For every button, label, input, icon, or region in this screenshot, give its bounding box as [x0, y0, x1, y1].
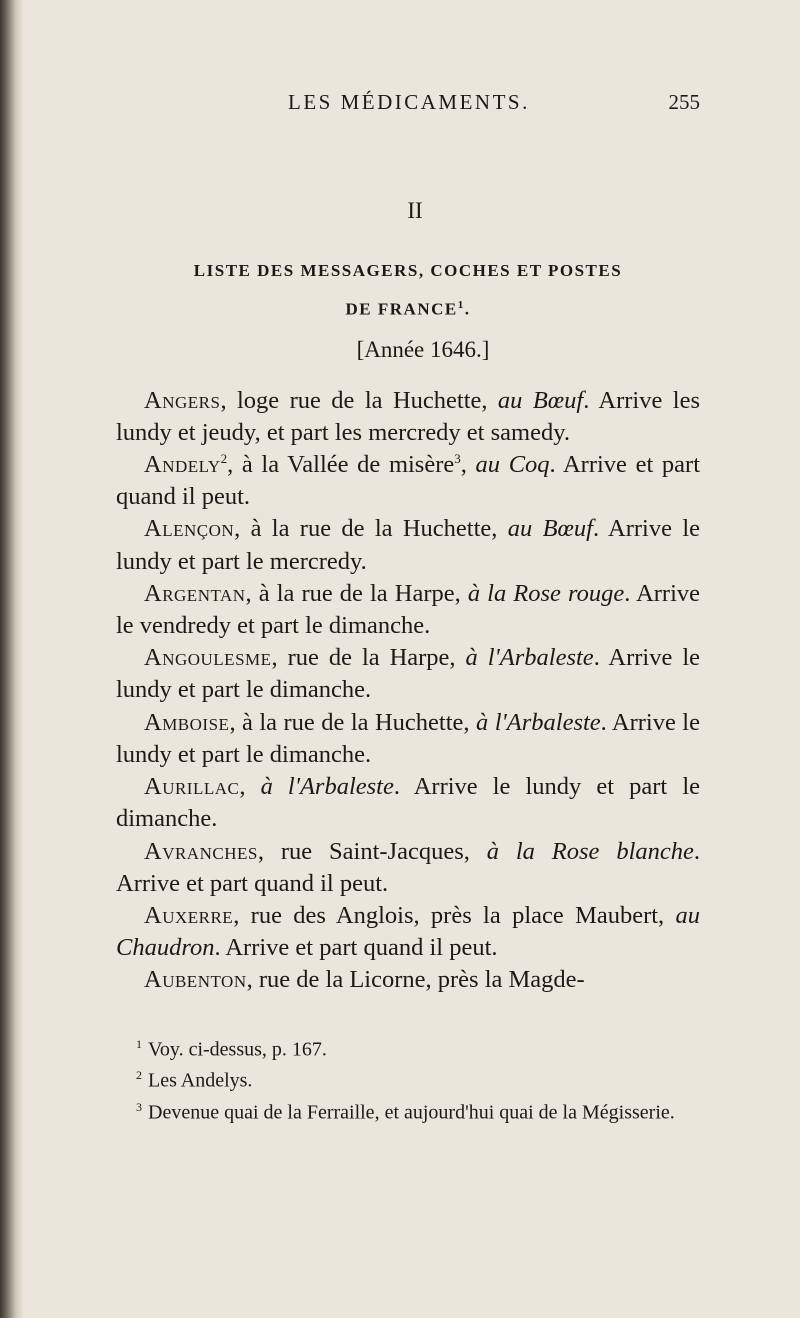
inn-sign: à l'Arbaleste	[260, 773, 394, 801]
page-number: 255	[668, 90, 700, 114]
section-heading-line2: DE FRANCE$^1$.	[345, 299, 471, 319]
inn-sign: au Bœuf	[497, 386, 584, 414]
footnote	[116, 1094, 700, 1126]
list-item: Auxerre, rue des Anglois, près la place Maubert, au Chaudron. Arrive et part quand il peut.	[116, 901, 701, 962]
year-note: [Année 1646.]	[356, 336, 490, 362]
section-number: II	[407, 198, 423, 223]
footnote-number: 1	[136, 1036, 142, 1051]
list-item: Argentan, à la rue de la Harpe, à la Rose rouge. Arrive le vendredy et part le dimanche.	[116, 579, 701, 640]
entries-list	[116, 385, 700, 997]
section-heading	[116, 254, 700, 327]
place-name: Alençon	[144, 515, 235, 543]
place-name: Angers	[144, 386, 221, 414]
running-title: LES MÉDICAMENTS.	[288, 90, 530, 114]
place-name: Avranches	[144, 837, 258, 865]
footnote-ref: 3	[454, 450, 461, 466]
inn-sign: au Chaudron	[116, 901, 701, 962]
place-name: Aubenton	[144, 966, 247, 994]
footnote-ref: 2	[220, 450, 228, 466]
inn-sign: à l'Arbaleste	[476, 708, 601, 736]
section-heading-line1: LISTE DES MESSAGERS, COCHES ET POSTES	[193, 261, 623, 280]
place-name: Amboise	[144, 708, 230, 736]
list-item: Angers, loge rue de la Huchette, au Bœuf. Arrive les lundy et jeudy, et part les mercredy et samedy.	[116, 386, 700, 446]
list-item: Amboise, à la rue de la Huchette, à l'Arbaleste. Arrive le lundy et part le dimanche.	[116, 708, 700, 768]
inn-sign: au Bœuf	[507, 515, 593, 543]
footnote-text: Les Andelys.	[148, 1069, 253, 1092]
list-item: Angoulesme, rue de la Harpe, à l'Arbaleste. Arrive le lundy et part le dimanche.	[116, 644, 700, 704]
footnote	[116, 1062, 700, 1094]
place-name: Argentan	[144, 579, 246, 607]
place-name: Andely	[144, 451, 221, 479]
place-name: Aurillac	[144, 773, 240, 801]
place-name: Auxerre	[144, 901, 234, 929]
footnote-separator	[116, 997, 700, 1031]
place-name: Angoulesme	[144, 644, 272, 672]
inn-sign: à l'Arbaleste	[465, 644, 594, 672]
footnote-number: 3	[136, 1099, 142, 1114]
list-item: Aubenton, rue de la Licorne, près la Magde-	[144, 966, 585, 994]
list-item: Avranches, rue Saint-Jacques, à la Rose blanche. Arrive et part quand il peut.	[116, 837, 700, 897]
footnote-text: Devenue quai de la Ferraille, et aujourd'hui quai de la Mégisserie.	[148, 1101, 675, 1124]
footnote-number: 2	[136, 1068, 142, 1083]
book-page	[116, 80, 700, 1125]
list-item: Andely$^2$, à la Vallée de misère$^3$, au Coq. Arrive et part quand il peut.	[116, 450, 700, 511]
footnote-text: Voy. ci-dessus, p. 167.	[148, 1038, 327, 1061]
inn-sign: à la Rose rouge	[467, 579, 625, 607]
running-head	[116, 80, 700, 120]
inn-sign: au Coq	[475, 451, 550, 479]
footnotes	[116, 1031, 700, 1126]
inn-sign: à la Rose blanche	[486, 837, 694, 865]
section-heading-line2-text: DE FRANCE	[345, 299, 458, 319]
list-item: Aurillac, à l'Arbaleste. Arrive le lundy et part le dimanche.	[116, 773, 701, 833]
footnote	[116, 1031, 700, 1063]
book-gutter-edge	[0, 0, 24, 1318]
list-item: Alençon, à la rue de la Huchette, au Bœuf. Arrive le lundy et part le mercredy.	[116, 515, 700, 575]
section-heading-footnote-ref: 1	[457, 299, 465, 311]
